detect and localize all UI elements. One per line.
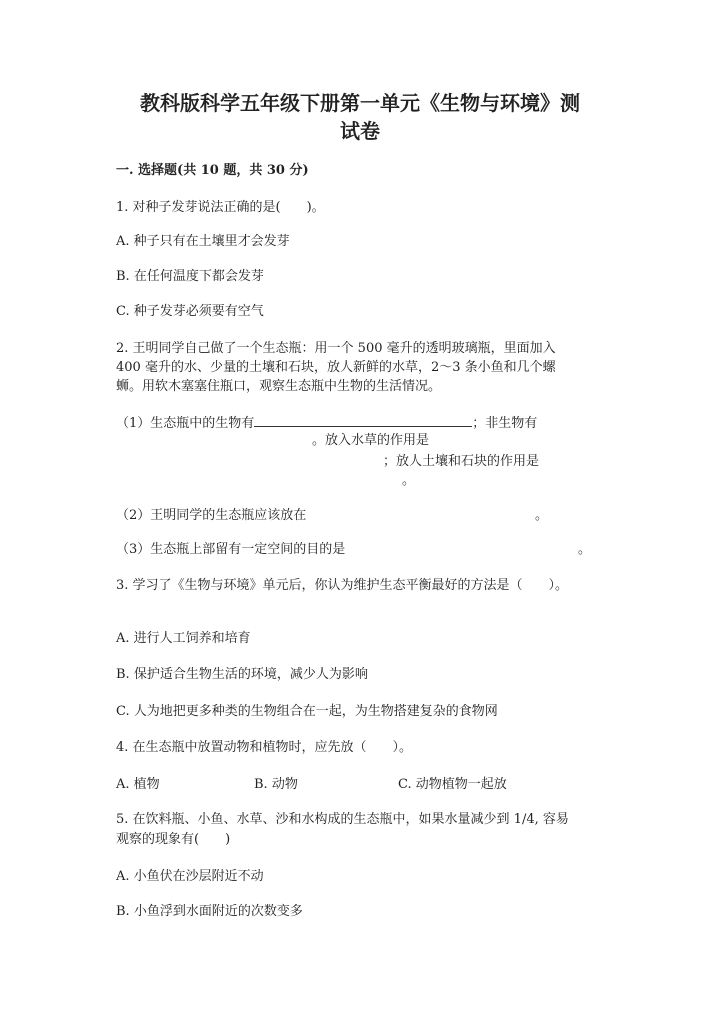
q2-part1-line2: 。放入水草的作用是 bbox=[312, 433, 430, 448]
q3-option-b: B. 保护适合生物生活的环境，减少人为影响 bbox=[116, 667, 368, 682]
q1-stem: 1. 对种子发芽说法正确的是( )。 bbox=[116, 200, 325, 215]
q2-part1-text: （1）生态瓶中的生物有 bbox=[116, 416, 255, 431]
q2-part2: （2）王明同学的生态瓶应该放在 bbox=[116, 508, 307, 523]
q2-part1 bbox=[116, 413, 537, 433]
q1-option-a: A. 种子只有在土壤里才会发芽 bbox=[116, 234, 290, 249]
section-heading: 一. 选择题(共 10 题，共 30 分) bbox=[116, 163, 309, 178]
q2-line1: 2. 王明同学自己做了一个生态瓶：用一个 500 毫升的透明玻璃瓶，里面加入 bbox=[116, 341, 556, 356]
q5-option-a: A. 小鱼伏在沙层附近不动 bbox=[116, 869, 264, 884]
q3-option-a: A. 进行人工饲养和培育 bbox=[116, 631, 251, 646]
title-cont: 试卷 bbox=[340, 119, 380, 143]
title: 教科版科学五年级下册第一单元《生物与环境》测 bbox=[140, 91, 580, 115]
q2-part2-end: 。 bbox=[535, 508, 549, 523]
q2-line2: 400 毫升的水、少量的土壤和石块，放人新鲜的水草，2～3 条小鱼和几个螺 bbox=[116, 360, 556, 375]
q1-option-b: B. 在任何温度下都会发芽 bbox=[116, 269, 264, 284]
q3-stem: 3. 学习了《生物与环境》单元后，你认为维护生态平衡最好的方法是（ ）。 bbox=[116, 578, 569, 593]
answer-blank[interactable] bbox=[254, 413, 472, 427]
q4-stem: 4. 在生态瓶中放置动物和植物时，应先放（ ）。 bbox=[116, 740, 413, 755]
q2-part1-text2: ；非生物有 bbox=[472, 416, 538, 431]
q2-part3-end: 。 bbox=[578, 542, 592, 557]
q4-option-c: C. 动物植物一起放 bbox=[398, 777, 507, 792]
q2-line3: 蛳。用软木塞塞住瓶口，观察生态瓶中生物的生活情况。 bbox=[116, 379, 442, 394]
q2-part1-line3: ；放人土壤和石块的作用是 bbox=[383, 454, 540, 469]
q5-option-b: B. 小鱼浮到水面附近的次数变多 bbox=[116, 904, 303, 919]
q2-part3: （3）生态瓶上部留有一定空间的目的是 bbox=[116, 542, 346, 557]
q5-line2: 观察的现象有( ) bbox=[116, 832, 231, 847]
q5-line1: 5. 在饮料瓶、小鱼、水草、沙和水构成的生态瓶中，如果水量减少到 1/4, 容易 bbox=[116, 812, 569, 827]
q4-option-b: B. 动物 bbox=[254, 777, 298, 792]
q1-option-c: C. 种子发芽必须要有空气 bbox=[116, 304, 264, 319]
q2-part1-end: 。 bbox=[402, 473, 416, 488]
q3-option-c: C. 人为地把更多种类的生物组合在一起，为生物搭建复杂的食物网 bbox=[116, 704, 498, 719]
q4-option-a: A. 植物 bbox=[116, 777, 160, 792]
